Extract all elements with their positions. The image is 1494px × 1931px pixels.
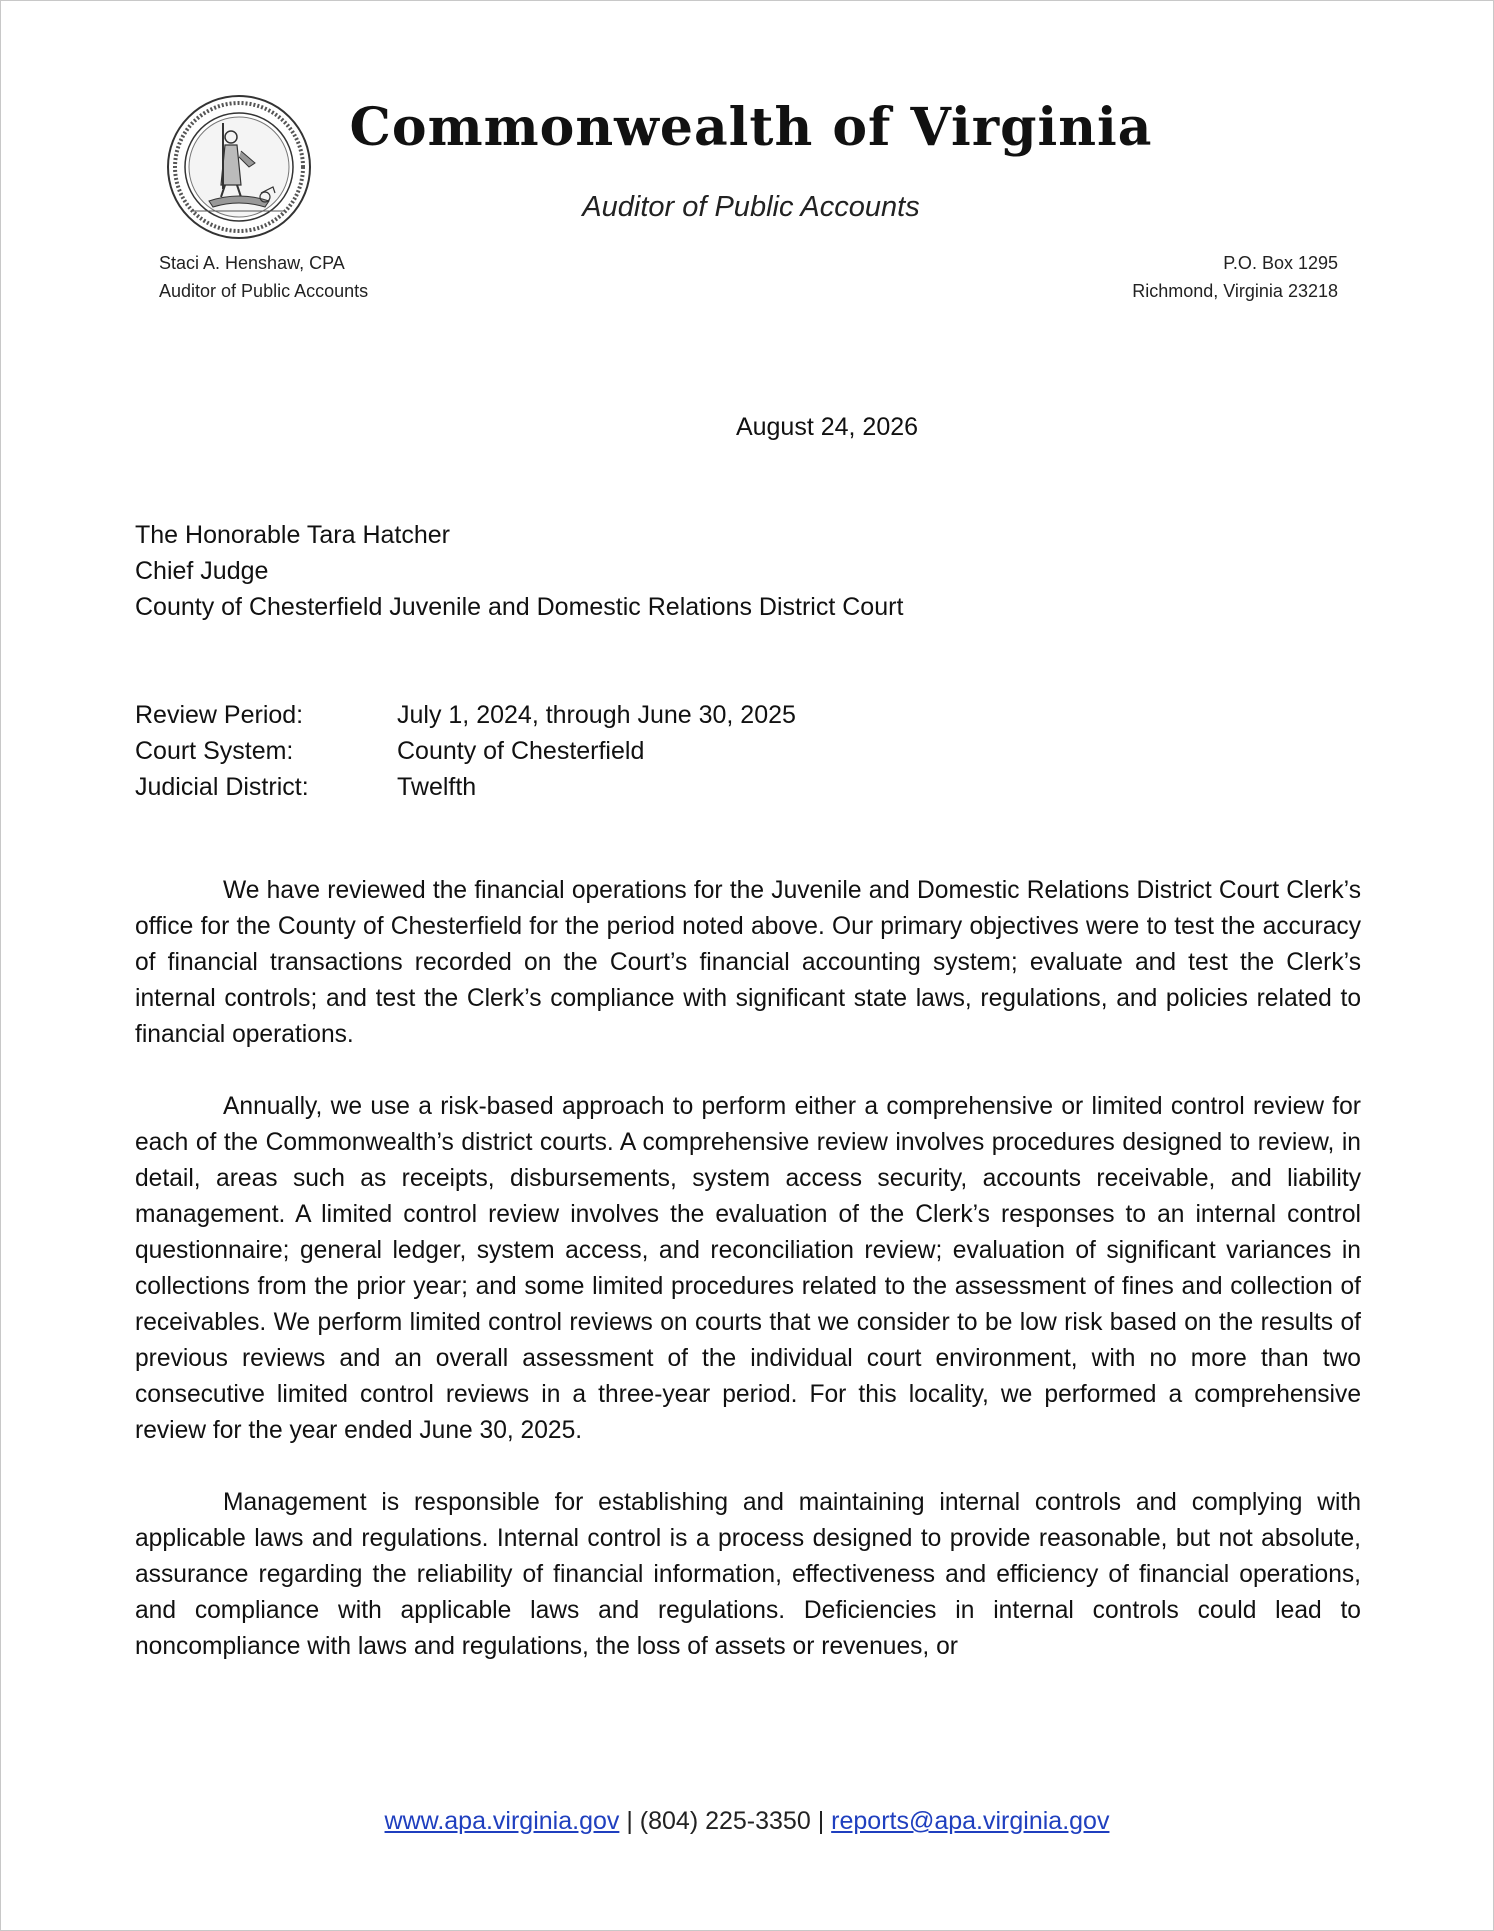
addressee-name: The Honorable Tara Hatcher	[135, 521, 450, 549]
footer-separator: |	[626, 1807, 633, 1835]
body-paragraph-3: Management is responsible for establishing and maintaining internal controls and complying with applicable laws and regulations. Internal control is a process designed to provide reasonable, but not absolute, assurance regarding the reliability of financial information, effectiveness and efficiency of financial operations, and compliance with applicable laws and regulations. Deficiencies in internal controls could lead to noncompliance with laws and regulations, the loss of assets or revenues, or	[135, 1489, 1361, 1660]
footer	[1, 1807, 1493, 1836]
po-box: P.O. Box 1295	[1223, 253, 1338, 273]
judicial-district-label: Judicial District:	[135, 773, 309, 801]
court-system-label: Court System:	[135, 737, 294, 765]
website-link[interactable]: www.apa.virginia.gov	[384, 1807, 620, 1835]
body-paragraph-1: We have reviewed the financial operations for the Juvenile and Domestic Relations District Court Clerk’s office for the County of Chesterfield for the period noted above. Our primary objectives were to test the accuracy of financial transactions recorded on the Court’s financial accounting system; evaluate and test the Clerk’s internal controls; and test the Clerk’s compliance with significant state laws, regulations, and policies related to financial operations.	[135, 877, 1361, 1048]
mailing-address-block	[1132, 249, 1338, 305]
review-period-label: Review Period:	[135, 701, 304, 729]
email-link[interactable]: reports@apa.virginia.gov	[831, 1807, 1110, 1835]
review-info-row	[135, 697, 796, 733]
auditor-block	[159, 249, 368, 305]
auditor-role: Auditor of Public Accounts	[159, 281, 369, 301]
review-info-table	[135, 697, 796, 805]
header-title: Commonwealth of Virginia	[349, 97, 1153, 158]
judicial-district-value: Twelfth	[397, 773, 477, 801]
review-info-row	[135, 769, 796, 805]
letter-body	[135, 873, 1361, 1701]
review-info-row	[135, 733, 796, 769]
auditor-name: Staci A. Henshaw, CPA	[159, 253, 345, 273]
header-subtitle: Auditor of Public Accounts	[582, 191, 920, 223]
addressee-court: County of Chesterfield Juvenile and Domestic Relations District Court	[135, 593, 904, 621]
body-paragraph-2: Annually, we use a risk-based approach to perform either a comprehensive or limited control review for each of the Commonwealth’s district courts. A comprehensive review involves procedures designed to review, in detail, areas such as receipts, disbursements, system access security, accounts receivable, and liability management. A limited control review involves the evaluation of the Clerk’s responses to an internal control questionnaire; general ledger, system access, and reconciliation review; evaluation of significant variances in collections from the prior year; and some limited procedures related to the assessment of fines and collection of receivables. We perform limited control reviews on courts that we consider to be low risk based on the results of previous reviews and an overall assessment of the individual court environment, with no more than two consecutive limited control reviews in a three-year period. For this locality, we performed a comprehensive review for the year ended June 30, 2025.	[135, 1093, 1361, 1444]
letter-date: August 24, 2026	[735, 413, 919, 441]
virginia-seal-icon	[165, 93, 313, 241]
addressee-title: Chief Judge	[135, 557, 269, 585]
footer-phone: (804) 225-3350	[639, 1807, 811, 1835]
court-system-value: County of Chesterfield	[397, 737, 645, 765]
footer-separator: |	[817, 1807, 825, 1835]
addressee-block	[135, 517, 903, 625]
review-period-value: July 1, 2024, through June 30, 2025	[397, 701, 796, 729]
city-state-zip: Richmond, Virginia 23218	[1132, 281, 1338, 301]
